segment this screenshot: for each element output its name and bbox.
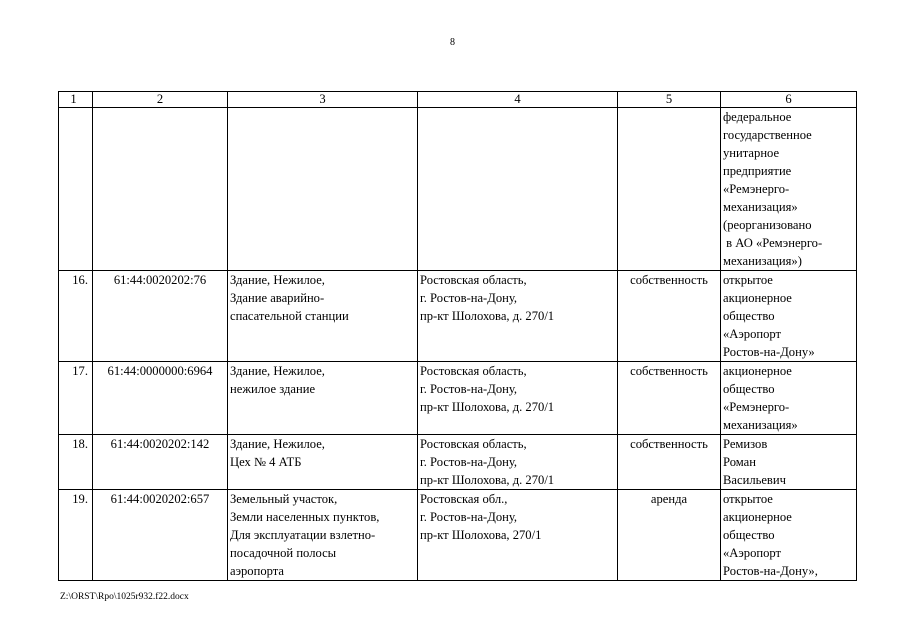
owner-line: акционерное [723, 291, 792, 305]
address-line: пр-кт Шолохова, д. 270/1 [420, 473, 555, 487]
cell-object [228, 362, 418, 435]
address-line: Ростовская обл., [420, 492, 508, 506]
column-header: 6 [721, 92, 857, 108]
cell-object [228, 490, 418, 581]
owner-line: государственное [723, 128, 812, 142]
object-line: Здание, Нежилое, [230, 437, 325, 451]
object-line: Здание, Нежилое, [230, 364, 325, 378]
column-header: 2 [93, 92, 228, 108]
cell-cadastral: 61:44:0000000:6964 [93, 362, 228, 435]
cell-num: 19. [59, 490, 93, 581]
cell-object [228, 271, 418, 362]
owner-line: общество [723, 528, 775, 542]
cell-owner [721, 435, 857, 490]
owner-line: Васильевич [723, 473, 786, 487]
object-line: Здание аварийно- [230, 291, 325, 305]
owner-line: «Ремэнерго- [723, 182, 790, 196]
page-number: 8 [450, 37, 455, 48]
cell-num: 17. [59, 362, 93, 435]
table-row [59, 362, 857, 435]
cell-address [418, 108, 618, 271]
column-header: 1 [59, 92, 93, 108]
object-line: Земельный участок, [230, 492, 338, 506]
cell-num: 18. [59, 435, 93, 490]
object-line: Здание, Нежилое, [230, 273, 325, 287]
owner-line: «Ремэнерго- [723, 400, 790, 414]
owner-line: механизация») [723, 254, 802, 268]
cell-cadastral: 61:44:0020202:76 [93, 271, 228, 362]
cell-owner [721, 108, 857, 271]
column-header: 5 [618, 92, 721, 108]
owner-line: открытое [723, 273, 773, 287]
cell-address [418, 490, 618, 581]
owner-line: общество [723, 309, 775, 323]
cell-right: аренда [618, 490, 721, 581]
object-line: Земли населенных пунктов, [230, 510, 380, 524]
header-row [59, 92, 857, 108]
table-row [59, 490, 857, 581]
cell-num: 16. [59, 271, 93, 362]
owner-line: механизация» [723, 418, 798, 432]
owner-line: акционерное [723, 364, 792, 378]
cell-address [418, 271, 618, 362]
continuation-row [59, 108, 857, 271]
object-line: Цех № 4 АТБ [230, 455, 302, 469]
cell-right: собственность [618, 271, 721, 362]
file-path-footer: Z:\ORST\Rpo\1025r932.f22.docx [60, 592, 189, 602]
owner-line: в АО «Ремэнерго- [723, 236, 823, 250]
object-line: Для эксплуатации взлетно- [230, 528, 376, 542]
address-line: г. Ростов-на-Дону, [420, 291, 518, 305]
owner-line: (реорганизовано [723, 218, 812, 232]
owner-line: Роман [723, 455, 756, 469]
address-line: г. Ростов-на-Дону, [420, 382, 518, 396]
owner-line: Ростов-на-Дону» [723, 345, 815, 359]
cell-right: собственность [618, 435, 721, 490]
owner-line: предприятие [723, 164, 792, 178]
address-line: Ростовская область, [420, 273, 527, 287]
owner-line: «Аэропорт [723, 327, 782, 341]
cell-owner [721, 490, 857, 581]
owner-line: механизация» [723, 200, 798, 214]
address-line: Ростовская область, [420, 364, 527, 378]
cell-address [418, 435, 618, 490]
cell-address [418, 362, 618, 435]
address-line: пр-кт Шолохова, 270/1 [420, 528, 542, 542]
object-line: нежилое здание [230, 382, 316, 396]
table-row [59, 271, 857, 362]
owner-line: открытое [723, 492, 773, 506]
owner-line: общество [723, 382, 775, 396]
address-line: пр-кт Шолохова, д. 270/1 [420, 309, 555, 323]
address-line: г. Ростов-на-Дону, [420, 510, 518, 524]
address-line: г. Ростов-на-Дону, [420, 455, 518, 469]
register-table [58, 91, 857, 581]
owner-line: федеральное [723, 110, 792, 124]
address-line: пр-кт Шолохова, д. 270/1 [420, 400, 555, 414]
owner-line: Ремизов [723, 437, 768, 451]
object-line: аэропорта [230, 564, 285, 578]
object-line: спасательной станции [230, 309, 349, 323]
owner-line: акционерное [723, 510, 792, 524]
cell-cadastral: 61:44:0020202:142 [93, 435, 228, 490]
address-line: Ростовская область, [420, 437, 527, 451]
cell-right: собственность [618, 362, 721, 435]
column-header: 4 [418, 92, 618, 108]
owner-line: унитарное [723, 146, 780, 160]
cell-object [228, 435, 418, 490]
object-line: посадочной полосы [230, 546, 337, 560]
cell-owner [721, 271, 857, 362]
cell-right [618, 108, 721, 271]
cell-cadastral [93, 108, 228, 271]
column-header: 3 [228, 92, 418, 108]
cell-owner [721, 362, 857, 435]
cell-cadastral: 61:44:0020202:657 [93, 490, 228, 581]
owner-line: Ростов-на-Дону», [723, 564, 818, 578]
table-row [59, 435, 857, 490]
cell-object [228, 108, 418, 271]
cell-num [59, 108, 93, 271]
owner-line: «Аэропорт [723, 546, 782, 560]
